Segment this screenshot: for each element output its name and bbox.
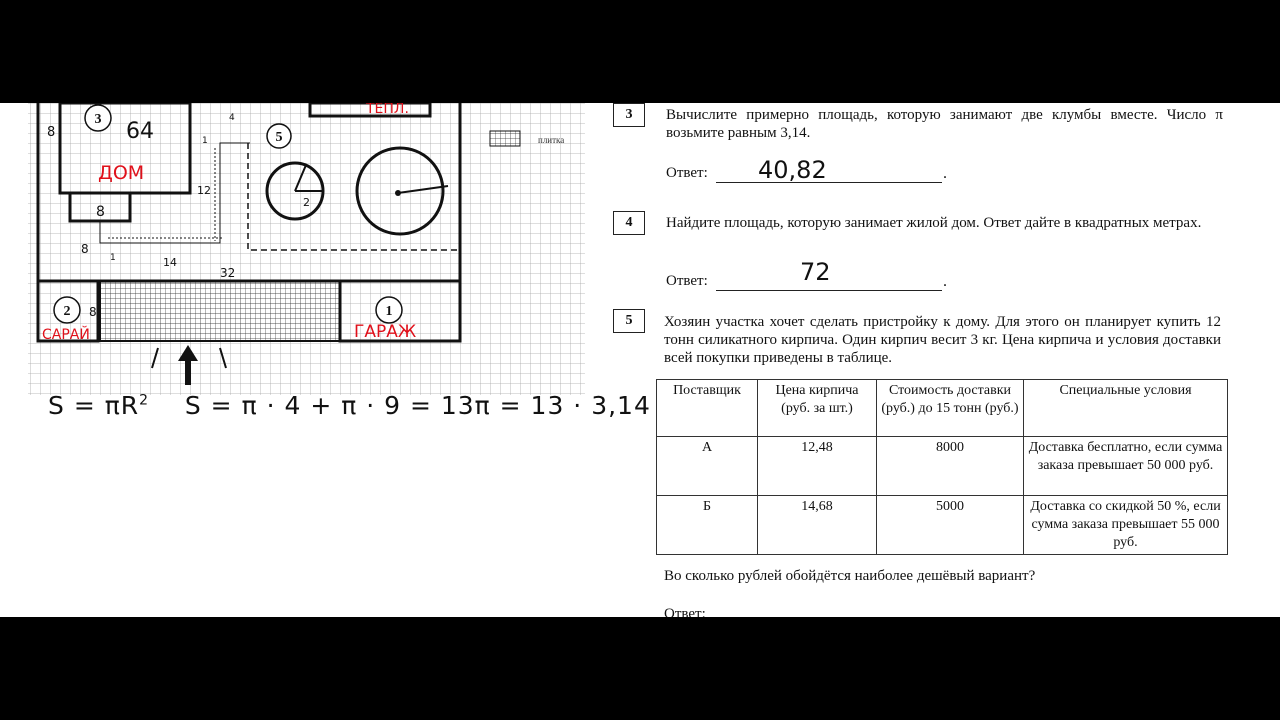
question-4-answer-value: 72 [800,258,831,286]
tile-label: плитка [538,135,565,145]
question-3-answer-value: 40,82 [758,156,827,184]
house-label: ДОМ [98,162,145,184]
formula-exponent: 2 [139,392,150,409]
dim-14: 14 [163,256,177,269]
area-5-label: 5 [275,130,283,145]
formula-circle-area: S = πR [48,391,140,420]
tile-area [100,281,340,341]
area-3-label: 3 [94,112,102,127]
tile-legend-swatch [490,131,520,146]
table-cell: Доставка бесплатно, если сумма заказа превышает 50 000 руб. [1024,437,1228,496]
question-5-text: Хозяин участка хочет сделать пристройку к дому. Для этого он планирует купить 12 тонн силикатного кирпича. Один кирпич весит 3 кг. Цена кирпича и условия доставки всей покупки приведены в таблице. [664,314,1221,366]
dim-4: 4 [229,113,235,123]
question-3-answer-label: Ответ: [666,165,708,181]
question-4-answer-line [716,290,942,291]
question-5-number: 5 [613,309,645,333]
table-header: Цена кирпича (руб. за шт.) [758,380,877,437]
dim-1-bottom: 1 [110,253,116,263]
document-page [0,103,1280,617]
table-row [657,496,1228,555]
dim-8-path: 8 [81,242,89,256]
dim-12: 12 [197,184,211,197]
table-cell: 5000 [877,496,1024,555]
dim-8-left: 8 [47,125,56,140]
table-cell: Б [657,496,758,555]
graph-paper-grid [28,103,585,395]
question-3-answer-dot: . [943,165,947,182]
table-cell: 14,68 [758,496,877,555]
dim-32: 32 [220,266,236,280]
site-plan-drawing [0,103,600,433]
question-4-answer-label: Ответ: [666,273,708,289]
dim-8-shed: 8 [89,305,97,319]
table-cell: 8000 [877,437,1024,496]
dim-8-porch: 8 [96,204,105,220]
table-header-row [657,380,1228,437]
question-4-number: 4 [613,211,645,235]
area-1-label: 1 [385,304,393,319]
question-3-number: 3 [613,103,645,127]
handwritten-formula [48,391,651,420]
table-cell: Доставка со скидкой 50 %, если сумма заказа превышает 55 000 руб. [1024,496,1228,555]
table-header: Специальные условия [1024,380,1228,437]
question-4-answer-dot: . [943,273,947,290]
table-cell: 12,48 [758,437,877,496]
formula-calculation: S = π · 4 + π · 9 = 13π = 13 · 3,14 [184,391,651,420]
table-row [657,437,1228,496]
question-3-answer-line [716,182,942,183]
table-header: Поставщик [657,380,758,437]
dim-1-top: 1 [202,136,208,146]
supplier-table [656,379,1228,555]
question-4-text: Найдите площадь, которую занимает жилой дом. Ответ дайте в квадратных метрах. [666,215,1202,231]
question-5-answer-label: Ответ: [664,606,706,617]
garage-label: ГАРАЖ [354,322,417,342]
greenhouse-label: ТЕПЛ. [366,103,409,117]
radius-small-label: 2 [303,196,310,209]
question-5-question: Во сколько рублей обойдётся наиболее дешёвый вариант? [664,568,1036,584]
shed-label: САРАЙ [42,327,90,343]
table-header: Стоимость доставки (руб.) до 15 тонн (руб.) [877,380,1024,437]
question-3-text: Вычислите примерно площадь, которую занимают две клумбы вместе. Число π возьмите равным 3,14. [666,107,1223,141]
table-cell: А [657,437,758,496]
area-2-label: 2 [63,304,71,319]
area-3-value: 64 [126,119,154,144]
